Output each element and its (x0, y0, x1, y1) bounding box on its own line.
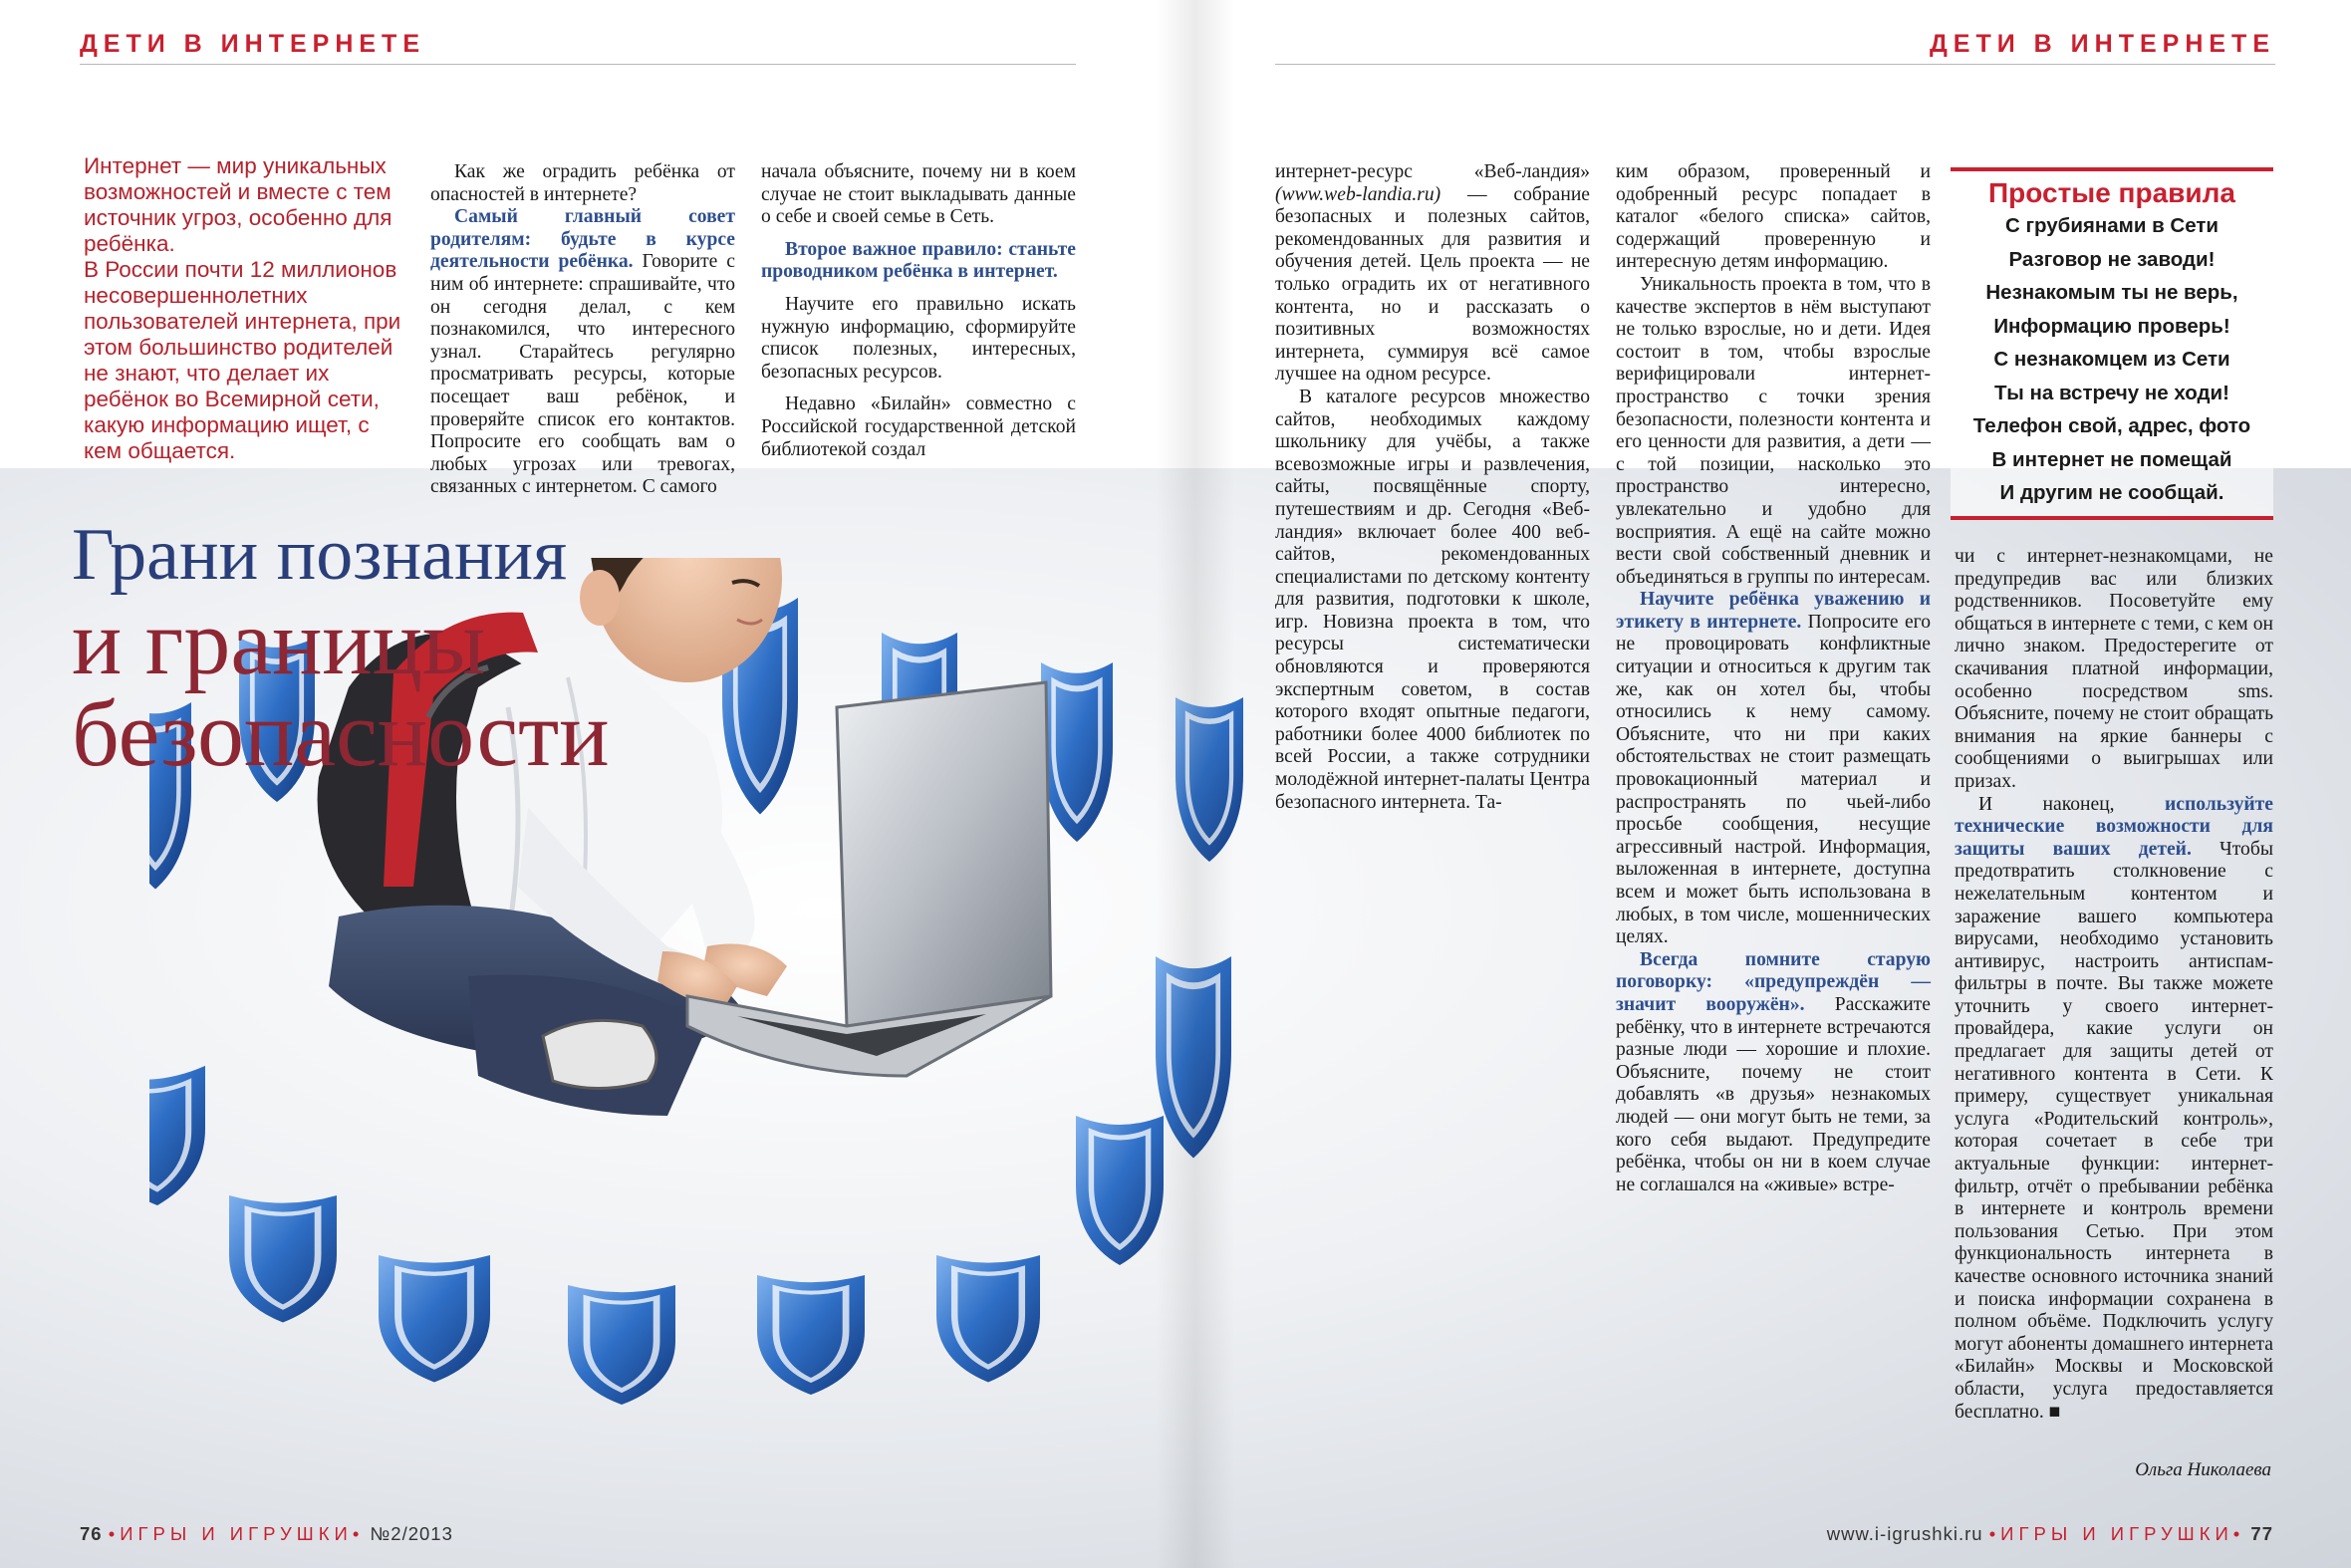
rules-line: И другим не сообщай. (1999, 481, 2224, 504)
paragraph: Уникальность проекта в том, что в качестве экспертов в нём выступают не только взрослые, но и дети. Идея состоит в том, чтобы взрослые верифицировали интернет-пространство с точки зрения безопасности, полезности контента и его ценности для развития, а дети — с той позиции, насколько это пространство интересно, увлекательно и удобно для восприятия. А ещё на сайте можно вести свой собственный дневник и объединяться в группы по интересам. (1616, 273, 1931, 588)
simple-rules-box (1951, 167, 2273, 520)
page-number: 76 (80, 1523, 103, 1544)
highlight-advice: Научите ребёнка уважению и этикету в интернете. (1616, 589, 1931, 633)
rules-line: Ты на встречу не ходи! (1994, 381, 2229, 404)
footer-left (80, 1523, 453, 1545)
paragraph: Недавно «Билайн» совместно с Российской государственной детской библиотекой создал (761, 393, 1076, 460)
intro-paragraph: Интернет — мир уникальных возможностей и вместе с тем источник угроз, особенно для ребёнка. (84, 153, 392, 256)
center-gutter (1156, 0, 1235, 1568)
paragraph: ким образом, проверенный и одобренный ресурс попадает в каталог «белого списка» сайтов, содержащий проверенную и интересную детям информацию. (1616, 161, 1931, 273)
running-rule-right (1275, 64, 2275, 65)
article-column-2 (761, 161, 1076, 461)
headline-line-1: Грани познания (72, 514, 568, 596)
article-headline (72, 514, 849, 786)
intro-paragraph: В России почти 12 миллионов несовершеннолетних пользователей интернета, при этом большинство родителей не знают, что делает их ребёнок во Всемирной сети, какую информацию ищет, с кем общается. (84, 257, 401, 463)
paragraph: интернет-ресурс «Веб-ландия» (www.web-landia.ru) — собрание безопасных и полезных сайтов, рекомендованных для развития и обучения детей. Цель проекта — не только оградить их от негативного контента, но и рассказать о позитивных возможностях интернета, суммируя всё самое лучшее на одном ресурсе. (1275, 161, 1590, 386)
shield-icon (1076, 1116, 1164, 1265)
rules-line: С незнакомцем из Сети (1993, 348, 2230, 371)
paragraph: Научите ребёнка уважению и этикету в интернете. Попросите его не провоцировать конфликтные ситуации и относиться к другим так же, как он хотел бы, чтобы относились к нему самому. Объясните, что ни при каких обстоятельствах не стоит размещать провокационный материал и распространять по чьей-либо просьбе сообщения, несущие агрессивный настрой. Информация, выложенная в интернете, доступна всем и может быть использована в любых, в том числе, мошеннических целях. (1616, 589, 1931, 948)
paragraph: Самый главный совет родителям: будьте в курсе деятельности ребёнка. Говорите с ним об интернете: спрашивайте, что он сегодня делал, с кем познакомился, что интересного узнал. Старайтесь регулярно просматривать ресурсы, которые посещает ваш ребёнок, и проверяйте список его контактов. Попросите его сообщать вам о любых угрозах или тревогах, связанных с интернетом. С самого (430, 206, 735, 498)
intro-lead (84, 153, 412, 464)
rules-line: С грубиянами в Сети (2004, 214, 2220, 237)
footer-right (1827, 1523, 2273, 1545)
highlight-advice: Самый главный совет родителям: будьте в курсе деятельности ребёнка. (430, 206, 735, 273)
website-url[interactable]: www.i-igrushki.ru (1826, 1523, 1983, 1544)
shield-icon (757, 1275, 865, 1395)
magazine-name: •ИГРЫ И ИГРУШКИ• (1988, 1523, 2245, 1544)
rules-line: В интернет не помещай (1991, 447, 2232, 471)
magazine-name: •ИГРЫ И ИГРУШКИ• (108, 1523, 365, 1544)
shield-icon (229, 1195, 337, 1323)
article-column-1 (430, 161, 735, 499)
highlight-advice: Второе важное правило: станьте проводником ребёнка в интернет. (761, 238, 1076, 283)
article-column-5 (1955, 546, 2273, 1424)
shield-icon (936, 1255, 1040, 1383)
paragraph: Научите его правильно искать нужную информацию, сформируйте список полезных, интересных, безопасных ресурсов. (761, 293, 1076, 383)
paragraph: чи с интернет-незнакомцами, не предупредив вас или близких родственников. Посоветуйте ему общаться в интернете с теми, с кем он лично знаком. Предостерегите от скачивания платной информации, особенно посредством sms. Объясните, почему не стоит обращать внимания на яркие баннеры с сообщениями о выигрышах или призах. (1955, 546, 2273, 792)
author-signature: Ольга Николаева (2135, 1459, 2271, 1480)
rules-line: Разговор не заводи! (2008, 247, 2216, 271)
rules-line: Информацию проверь! (1993, 314, 2230, 338)
highlight-advice: Всегда помните старую поговорку: «предупреждён — значит вооружён». (1616, 948, 1931, 1015)
running-head-right: ДЕТИ В ИНТЕРНЕТЕ (1930, 30, 2275, 58)
paragraph (761, 239, 1076, 284)
issue-number: №2/2013 (370, 1523, 453, 1544)
highlight-advice: используйте технические возможности для защиты ваших детей. (1955, 793, 2273, 860)
shield-icon (568, 1285, 675, 1405)
paragraph: В каталоге ресурсов множество сайтов, необходимых каждому школьнику для учёбы, а также всевозможные игры и развлечения, сайты, посвящённые спорту, путешествиям и др. Сегодня «Веб-ландия» включает более 400 веб-сайтов, рекомендованных специалистами по детскому контенту для развития, подготовки к школе, игр. Новизна проекта в том, что ресурсы систематически обновляются и проверяются экспертным советом, в состав которого входят опытные педагоги, работники более 4000 библиотек по всей России, а также сотрудники молодёжной интернет-палаты Центра безопасного интернета. Та- (1275, 386, 1590, 813)
rules-title: Простые правила (1988, 177, 2235, 208)
rules-line: Незнакомым ты не верь, (1985, 281, 2238, 304)
headline-line-2: и границы (72, 591, 486, 694)
headline-line-3: безопасности (72, 682, 610, 786)
shield-icon (1041, 662, 1113, 842)
website-link: (www.web-landia.ru) (1275, 183, 1441, 205)
article-column-3 (1275, 161, 1590, 814)
running-head-left: ДЕТИ В ИНТЕРНЕТЕ (80, 30, 425, 58)
article-column-4 (1616, 161, 1931, 1196)
paragraph: Всегда помните старую поговорку: «предупреждён — значит вооружён». Расскажите ребёнку, что в интернете встречаются разные люди — хорошие и плохие. Объясните, почему не стоит добавлять «в друзья» незнакомых людей — они могут быть не теми, за кого себя выдают. Предупредите ребёнка, чтобы он ни в коем случае не соглашался на «живые» встре- (1616, 948, 1931, 1195)
paragraph: И наконец, используйте технические возможности для защиты ваших детей. Чтобы предотвратить столкновение с нежелательным контентом и заражение вашего компьютера вирусами, необходимо установить антивирус, настроить антиспам-фильтры в почте. Вы также можете уточнить у своего интернет-провайдера, какие услуги он предлагает для защиты детей от негативного контента в Сети. К примеру, существует уникальная услуга «Родительский контроль», которая сочетает в себе три актуальные функции: интернет-фильтр, отчёт о пребывании ребёнка в интернете и контроль времени пользования Сетью. При этом функциональность интернета в качестве основного источника знаний и поиска информации сохранена в полном объёме. Подключить услугу могут абоненты домашнего интернета «Билайн» Москвы и Московской области, услуга предоставляется бесплатно. ■ (1955, 793, 2273, 1423)
paragraph: Как же оградить ребёнка от опасностей в интернете? (430, 161, 735, 205)
shield-icon (379, 1255, 490, 1383)
page-number: 77 (2250, 1523, 2273, 1544)
running-rule-left (80, 64, 1076, 65)
paragraph: начала объясните, почему ни в коем случае не стоит выкладывать данные о себе и своей семье в Сеть. (761, 161, 1076, 228)
rules-line: Телефон свой, адрес, фото (1972, 414, 2251, 437)
shield-icon (149, 1066, 205, 1210)
